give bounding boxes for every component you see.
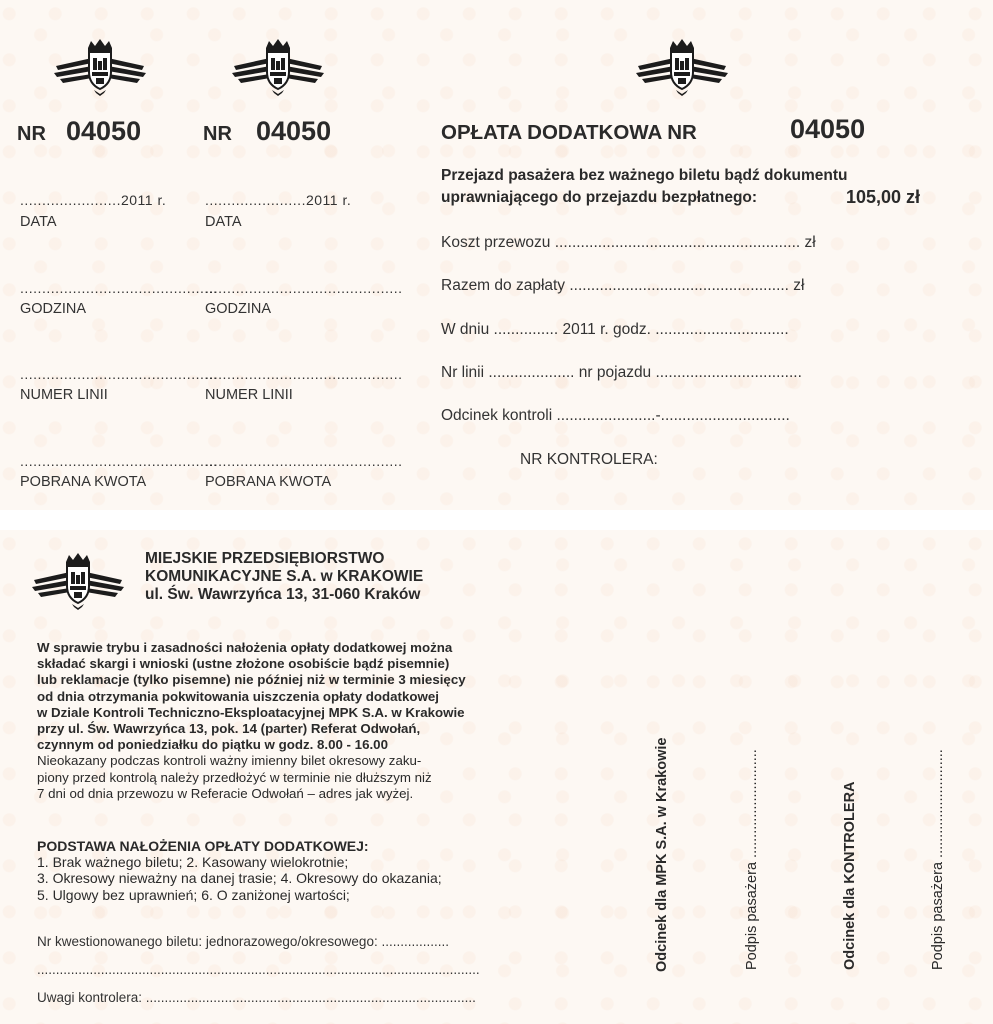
basis-item: 1. Brak ważnego biletu; 2. Kasowany wielokrotnie; xyxy=(37,854,349,871)
stub1-line-line: ............................................. xyxy=(20,366,218,382)
mpk-emblem-icon xyxy=(52,36,148,96)
fine-ticket-top xyxy=(0,0,993,510)
main-desc-line2: uprawniającego do przejazdu bezpłatnego: xyxy=(441,189,758,206)
controller-copy-label: Odcinek dla KONTROLERA xyxy=(842,781,858,970)
dotted-line: ...................................................................................................................... xyxy=(37,962,480,977)
main-price: 105,00 zł xyxy=(846,187,921,207)
stub1-nr-value: 04050 xyxy=(66,116,142,146)
stub2-time-label: GODZINA xyxy=(205,301,272,317)
info-line: W sprawie trybu i zasadności nałożenia opłaty dodatkowej można xyxy=(37,640,453,655)
main-nr-value: 04050 xyxy=(790,114,866,144)
stub1-time-label: GODZINA xyxy=(20,301,87,317)
tear-gap xyxy=(0,510,993,530)
company-header xyxy=(145,550,423,604)
stub2-nr-value: 04050 xyxy=(256,116,332,146)
line-field: Nr linii .................... nr pojazdu .................................. xyxy=(441,364,802,381)
stub1-amount-line: ............................................. xyxy=(20,453,218,469)
info-line: w Dziale Kontroli Techniczno-Eksploatacyjnej MPK S.A. w Krakowie xyxy=(37,704,465,720)
company-address: ul. Św. Wawrzyńca 13, 31-060 Kraków xyxy=(145,586,421,603)
main-title: OPŁATA DODATKOWA NR xyxy=(441,121,697,144)
company-name-line2: KOMUNIKACYJNE S.A. w KRAKOWIE xyxy=(145,568,424,585)
stub1-date-label: DATA xyxy=(20,214,57,230)
stub2-amount-label: POBRANA KWOTA xyxy=(205,474,332,490)
main-desc-line1: Przejazd pasażera bez ważnego biletu bądź dokumentu xyxy=(441,167,848,184)
remarks-field: Uwagi kontrolera: ........................................................................................ xyxy=(37,990,476,1005)
fine-ticket-bottom xyxy=(0,530,993,1024)
stub1-date-line: .......................2011 r. xyxy=(20,192,167,208)
stub2-amount-line: ............................................. xyxy=(205,453,403,469)
basis-item: 3. Okresowy nieważny na danej trasie; 4. Okresowy do okazania; xyxy=(37,870,442,887)
info-paragraph xyxy=(37,640,466,802)
stub1-time-line: ............................................. xyxy=(20,280,218,296)
date-field: W dniu ............... 2011 r. godz. ............................... xyxy=(441,321,789,338)
info-line: 7 dni od dnia przewozu w Referacie Odwołań – adres jak wyżej. xyxy=(37,785,414,801)
stub2-date-line: .......................2011 r. xyxy=(205,192,352,208)
info-line: od dnia otrzymania pokwitowania uiszczenia opłaty dodatkowej xyxy=(37,688,439,704)
stub1-amount-label: POBRANA KWOTA xyxy=(20,474,147,490)
stub2-nr-label: NR xyxy=(203,123,232,145)
section-field: Odcinek kontroli .......................-.............................. xyxy=(441,407,790,424)
mpk-emblem-icon xyxy=(634,36,730,96)
stub2-date-label: DATA xyxy=(205,214,242,230)
mpk-emblem-icon xyxy=(30,550,126,610)
mpk-copy-label: Odcinek dla MPK S.A. w Krakowie xyxy=(654,737,670,972)
info-line: Nieokazany podczas kontroli ważny imienny bilet okresowy zaku- xyxy=(37,753,422,769)
info-line: składać skargi i wnioski (ustne złożone osobiście bądź pisemnie) xyxy=(37,656,450,672)
basis-title: PODSTAWA NAŁOŻENIA OPŁATY DODATKOWEJ: xyxy=(37,838,369,854)
stub2-line-label: NUMER LINII xyxy=(205,387,293,403)
ticket-number-field: Nr kwestionowanego biletu: jednorazowego/okresowego: .................. xyxy=(37,934,449,949)
passenger-signature: Podpis pasażera ........................... xyxy=(744,749,760,970)
cost-field: Koszt przewozu ......................................................... zł xyxy=(441,234,816,251)
stub1-line-label: NUMER LINII xyxy=(20,387,108,403)
info-line: przy ul. Św. Wawrzyńca 13, pok. 14 (parter) Referat Odwołań, xyxy=(37,721,421,737)
basis-item: 5. Ulgowy bez uprawnień; 6. O zaniżonej wartości; xyxy=(37,886,350,903)
stub2-line-line: ............................................. xyxy=(205,366,403,382)
stub1-nr-label: NR xyxy=(17,123,46,145)
info-line: piony przed kontrolą należy przedłożyć w terminie nie dłuższym niż xyxy=(37,769,432,785)
controller-number-label: NR KONTROLERA: xyxy=(520,451,658,468)
company-name-line1: MIEJSKIE PRZEDSIĘBIORSTWO xyxy=(145,550,385,567)
mpk-emblem-icon xyxy=(230,36,326,96)
info-line: czynnym od poniedziałku do piątku w godz. 8.00 - 16.00 xyxy=(37,737,388,753)
basis-section xyxy=(37,838,442,903)
stub2-time-line: ............................................. xyxy=(205,280,403,296)
total-field: Razem do zapłaty ................................................... zł xyxy=(441,277,805,294)
info-line: lub reklamacje (tylko pisemne) nie później niż w terminie 3 miesięcy xyxy=(37,672,466,688)
passenger-signature-2: Podpis pasażera ........................... xyxy=(930,749,946,970)
